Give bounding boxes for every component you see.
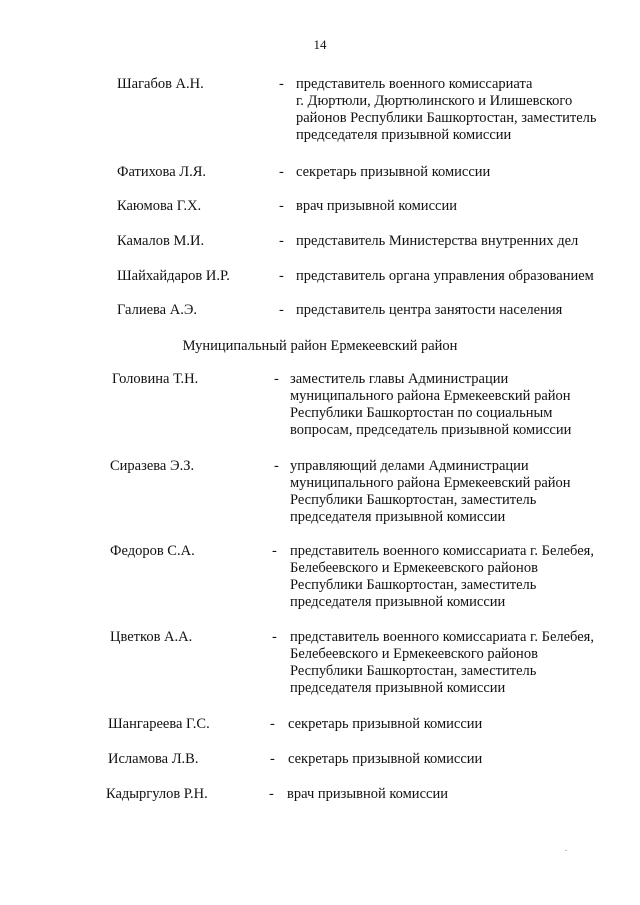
member-name: Галиева А.Э. [117,302,198,318]
duty-line: Белебеевского и Ермекеевского районов [290,646,538,662]
member-duty [296,164,636,181]
member-duty [296,302,636,319]
duty-line: районов Республики Башкортостан, заместитель [296,110,597,126]
member-name: Федоров С.А. [110,543,195,559]
duty-line: заместитель главы Администрации [290,371,509,387]
member-duty [287,786,627,803]
duty-line: секретарь призывной комиссии [288,751,483,767]
member-name: Исламова Л.В. [108,751,199,767]
member-name: Цветков А.А. [110,629,193,645]
member-name: Шайхайдаров И.Р. [117,268,230,284]
duty-line: председателя призывной комиссии [296,127,512,143]
duty-line: вопросам, председатель призывной комиссии [290,422,572,438]
member-name: Сиразева Э.З. [110,458,195,474]
duty-line: Республики Башкортостан по социальным [290,405,553,421]
dash: - [272,543,277,559]
dash: - [274,458,279,474]
duty-line: представитель военного комиссариата [296,76,533,92]
duty-line: Белебеевского и Ермекеевского районов [290,560,538,576]
duty-line: председателя призывной комиссии [290,680,506,696]
duty-line: представитель центра занятости населения [296,302,563,318]
member-duty [290,371,630,439]
duty-line: секретарь призывной комиссии [296,164,491,180]
member-duty [288,716,628,733]
dash: - [279,302,284,318]
member-duty [290,543,630,611]
dash: - [279,233,284,249]
member-name: Фатихова Л.Я. [117,164,207,180]
member-name: Каюмова Г.Х. [117,198,202,214]
section-heading: Муниципальный район Ермекеевский район [182,338,458,354]
member-duty [290,458,630,526]
duty-line: представитель Министерства внутренних дел [296,233,579,249]
dash: - [270,716,275,732]
scan-speck [565,850,567,851]
duty-line: председателя призывной комиссии [290,594,506,610]
duty-line: управляющий делами Администрации [290,458,529,474]
duty-line: г. Дюртюли, Дюртюлинского и Илишевского [296,93,573,109]
member-duty [296,233,636,250]
member-duty [288,751,628,768]
dash: - [279,268,284,284]
member-duty [296,198,636,215]
duty-line: Республики Башкортостан, заместитель [290,577,537,593]
dash: - [274,371,279,387]
member-duty [296,268,636,285]
duty-line: муниципального района Ермекеевский район [290,475,571,491]
member-name: Шангареева Г.С. [108,716,210,732]
duty-line: представитель военного комиссариата г. Белебея, [290,629,594,645]
duty-line: муниципального района Ермекеевский район [290,388,571,404]
duty-line: врач призывной комиссии [296,198,457,214]
duty-line: секретарь призывной комиссии [288,716,483,732]
duty-line: представитель органа управления образованием [296,268,594,284]
page-number: 14 [313,37,327,52]
duty-line: Республики Башкортостан, заместитель [290,492,537,508]
dash: - [279,198,284,214]
member-name: Головина Т.Н. [112,371,199,387]
member-name: Шагабов А.Н. [117,76,204,92]
member-duty [290,629,630,697]
duty-line: Республики Башкортостан, заместитель [290,663,537,679]
member-duty [296,76,636,144]
dash: - [279,76,284,92]
dash: - [270,751,275,767]
duty-line: врач призывной комиссии [287,786,448,802]
dash: - [269,786,274,802]
duty-line: представитель военного комиссариата г. Белебея, [290,543,594,559]
member-name: Камалов М.И. [117,233,205,249]
duty-line: председателя призывной комиссии [290,509,506,525]
member-name: Кадыргулов Р.Н. [106,786,208,802]
dash: - [279,164,284,180]
dash: - [272,629,277,645]
